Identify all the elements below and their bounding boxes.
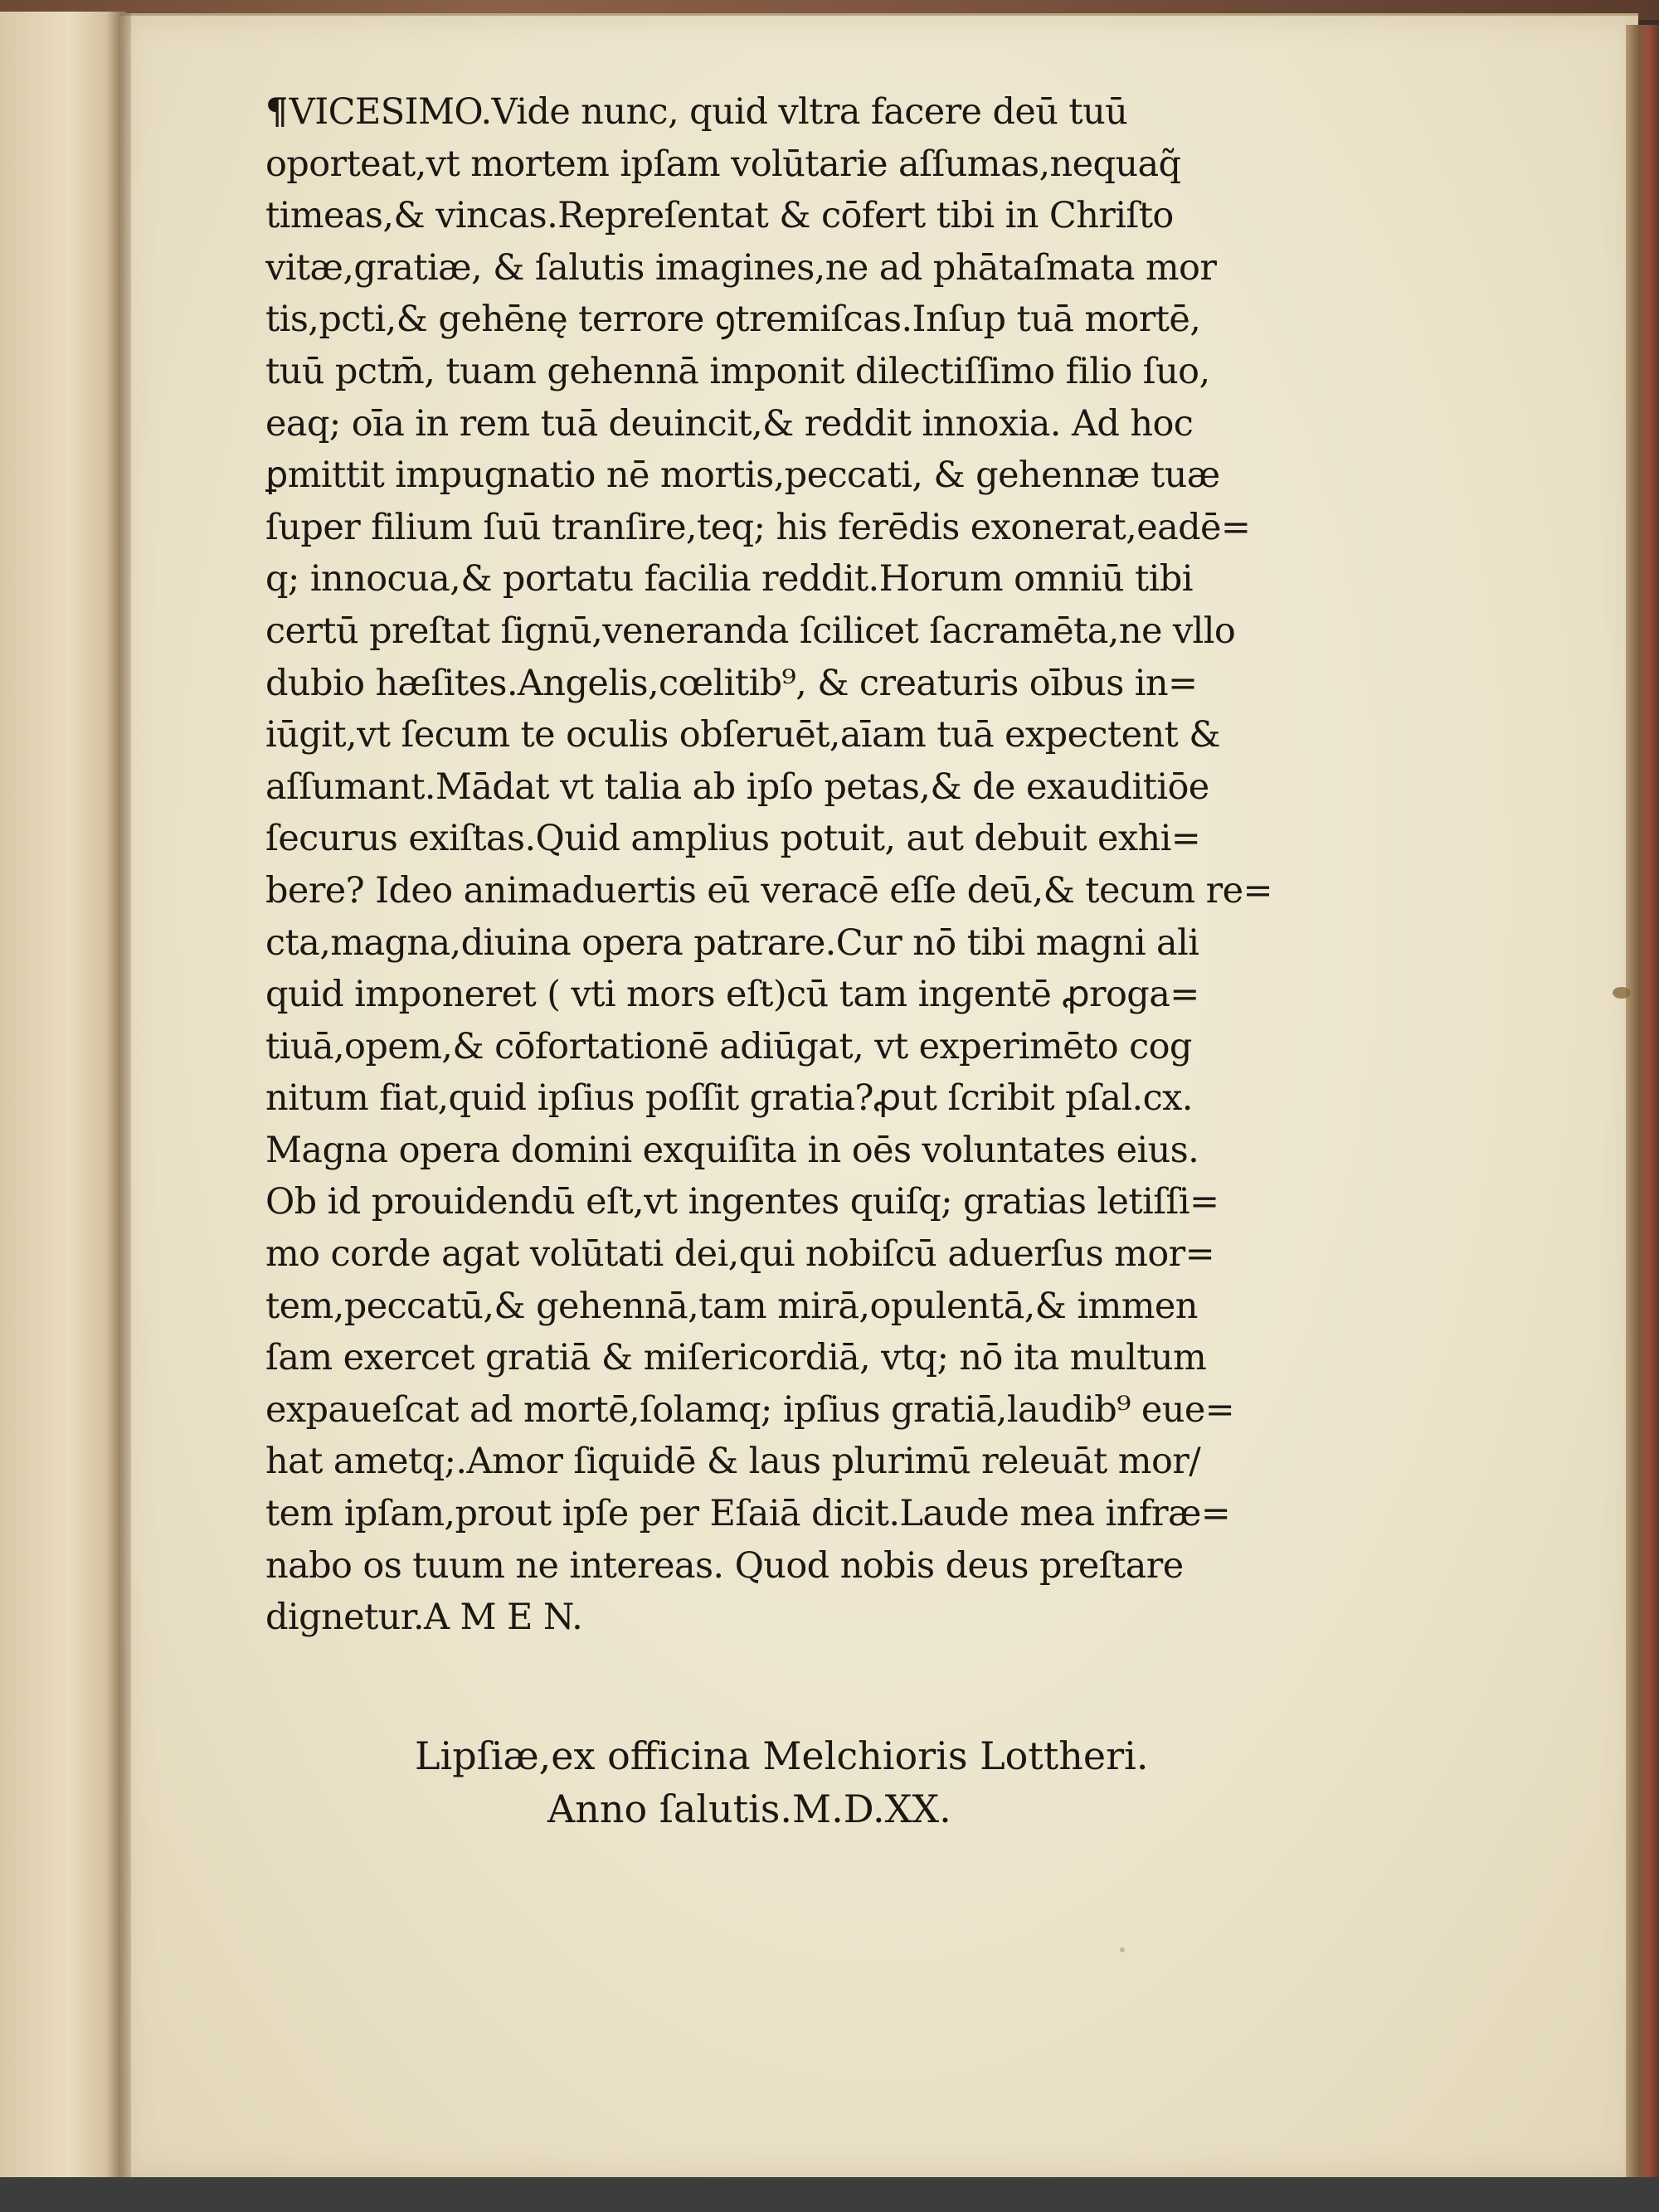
text-line: aſſumant.Mādat vt talia ab ipſo petas,& de exauditiōe	[265, 766, 1209, 808]
text-line: quid imponeret ( vti mors eſt)cū tam ingentē ꝓroga=	[265, 974, 1199, 1016]
text-line: ſuper filium ſuū tranſire,teq; his ferēdis exonerat,eadē=	[265, 506, 1251, 548]
text-line: bere? Ideo animaduertis eū veracē eſſe deū,& tecum re=	[265, 869, 1272, 912]
text-line: dignetur.A M E N.	[265, 1597, 583, 1639]
text-line: iūgit,vt ſecum te oculis obſeruēt,aīam tuā expectent &	[265, 714, 1220, 756]
text-line: q; innocua,& portatu facilia reddit.Horum omniū tibi	[265, 558, 1193, 600]
pilcrow-mark: ¶	[265, 91, 288, 133]
body-text	[265, 86, 1410, 1644]
colophon-imprint: Lipſiæ,ex officina Melchioris Lottheri.	[415, 1733, 1149, 1778]
text-line: mo corde agat volūtati dei,qui nobiſcū aduerſus mor=	[265, 1233, 1214, 1276]
text-line: expaueſcat ad mortē,ſolamq; ipſius gratiā,laudib⁹ eue=	[265, 1388, 1235, 1431]
text-line: tis,pcti,& gehēnę terrore ꝯtremiſcas.Inſup tuā mortē,	[265, 299, 1201, 341]
line-text: VICESIMO.Vide nunc, quid vltra facere deū tuū	[289, 91, 1128, 133]
text-line: ſam exercet gratiā & miſericordiā, vtq; nō ita multum	[265, 1337, 1207, 1379]
text-line	[265, 86, 1410, 139]
text-line: ſecurus exiſtas.Quid amplius potuit, aut debuit exhi=	[265, 818, 1201, 860]
text-line: tuū pctm̄, tuam gehennā imponit dilectiſſimo filio ſuo,	[265, 350, 1210, 392]
text-line: Ob id prouidendū eſt,vt ingentes quiſq; gratias letiſſi=	[265, 1181, 1219, 1223]
paper-speck	[1120, 1947, 1125, 1952]
text-line: vitæ,gratiæ, & ſalutis imagines,ne ad phātaſmata mor	[265, 246, 1217, 289]
text-line: dubio hæſites.Angelis,cœlitib⁹, & creaturis oībus in=	[265, 662, 1198, 704]
text-line: timeas,& vincas.Repreſentat & cōfert tibi in Chriſto	[265, 195, 1174, 237]
text-line: oporteat,vt mortem ipſam volūtarie aſſumas,nequaq̃	[265, 143, 1181, 185]
colophon-date: Anno ſalutis.M.D.XX.	[547, 1787, 951, 1831]
text-line: tem ipſam,prout ipſe per Eſaiā dicit.Laude mea infræ=	[265, 1493, 1231, 1535]
page-top-edge	[120, 13, 1638, 16]
text-line: ꝑmittit impugnatio nē mortis,peccati, & gehennæ tuæ	[265, 455, 1220, 497]
scan-background	[0, 2177, 1659, 2212]
text-line: Magna opera domini exquiſita in oēs voluntates eius.	[265, 1129, 1199, 1171]
text-line: nitum fiat,quid ipſius poſſit gratia?ꝓut ſcribit pſal.cx.	[265, 1077, 1193, 1120]
text-line: eaq; oīa in rem tuā deuincit,& reddit innoxia. Ad hoc	[265, 402, 1194, 445]
text-line: cta,magna,diuina opera patrare.Cur nō tibi magni ali	[265, 921, 1199, 964]
text-line: hat ametq;.Amor ſiquidē & laus plurimū releuāt mor/	[265, 1441, 1201, 1483]
text-line: tem,peccatū,& gehennā,tam mirā,opulentā,& immen	[265, 1285, 1198, 1327]
text-line: nabo os tuum ne intereas. Quod nobis deus preſtare	[265, 1544, 1184, 1587]
text-line: tiuā,opem,& cōfortationē adiūgat, vt experimēto cog	[265, 1025, 1192, 1067]
paper-stain	[1613, 987, 1631, 999]
book-gutter	[106, 12, 131, 2212]
colophon	[415, 1729, 1327, 1835]
text-line: certū preſtat ſignū,veneranda ſcilicet ſacramēta,ne vllo	[265, 610, 1236, 652]
book-fore-edge	[1626, 25, 1659, 2212]
